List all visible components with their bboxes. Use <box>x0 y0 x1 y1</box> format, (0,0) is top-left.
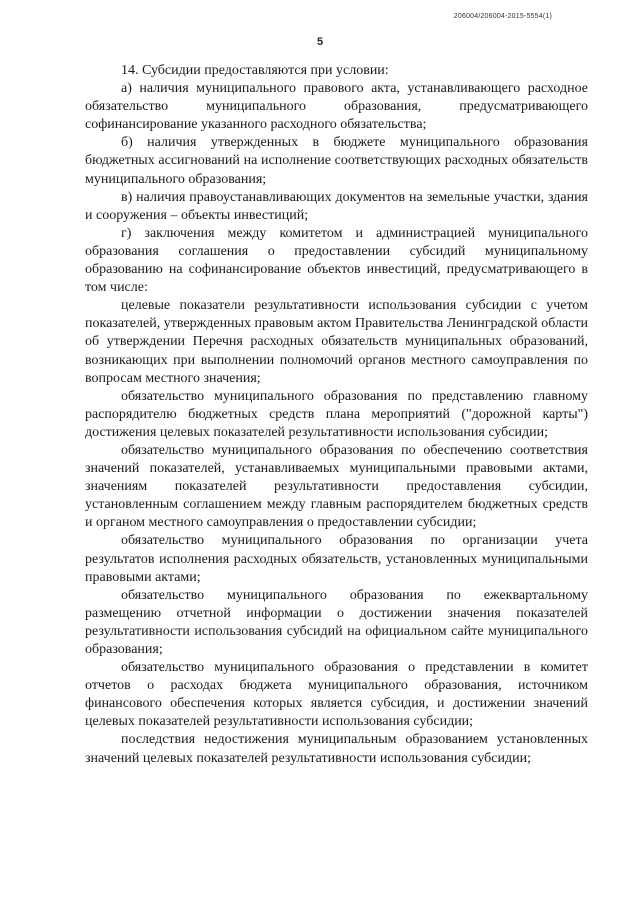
paragraph: б) наличия утвержденных в бюджете муниципального образования бюджетных ассигнований на исполнение соответствующих расходных обязательств муниципального образования; <box>85 135 588 187</box>
paragraph: г) заключения между комитетом и администрацией муниципального образования соглашения о предоставлении субсидий муниципальному образованию на софинансирование объектов инвестиций, предусматривающего в том числе: <box>85 225 588 296</box>
paragraph: последствия недостижения муниципальным образованием установленных значений целевых показателей результативности использования субсидии; <box>85 732 588 766</box>
paragraph: в) наличия правоустанавливающих документов на земельные участки, здания и сооружения – объекты инвестиций; <box>85 189 588 223</box>
page-number: 5 <box>316 36 324 48</box>
paragraph: обязательство муниципального образования по ежеквартальному размещению отчетной информации о достижении значения показателей результативности использования субсидий на официальном сайте муниципального образования; <box>85 587 588 657</box>
paragraph: обязательство муниципального образования по обеспечению соответствия значений показателей, устанавливаемых муниципальными правовыми актами, значениям показателей результативности предоставления субсидии, установленным соглашением между главным распорядителем бюджетных средств и органом местного самоуправления о предоставлении субсидии; <box>85 442 588 531</box>
paragraph: а) наличия муниципального правового акта, устанавливающего расходное обязательство муниципального образования, предусматривающего софинансирование указанного расходного обязательства; <box>85 81 588 133</box>
document-id: 206004/206004-2015-5554(1) <box>453 13 552 20</box>
paragraph: целевые показатели результативности использования субсидии с учетом показателей, утвержденных правовым актом Правительства Ленинградской области об утверждении Перечня расходных обязательств муниципальных образований, возникающих при выполнении полномочий органов местного самоуправления по вопросам местного значения; <box>85 298 588 386</box>
document-body <box>85 62 588 768</box>
paragraph: 14. Субсидии предоставляются при условии: <box>121 63 389 78</box>
paragraph: обязательство муниципального образования по представлению главному распорядителю бюджетных средств плана мероприятий ("дорожной карты") достижения целевых показателей результативности использования субсидии; <box>85 388 588 440</box>
paragraph: обязательство муниципального образования о представлении в комитет отчетов о расходах бюджета муниципального образования, источником финансового обеспечения которых является субсидия, и достижении значений целевых показателей результативности использования субсидии; <box>85 660 588 730</box>
paragraph: обязательство муниципального образования по организации учета результатов исполнения расходных обязательств, установленных муниципальными правовыми актами; <box>85 533 588 585</box>
